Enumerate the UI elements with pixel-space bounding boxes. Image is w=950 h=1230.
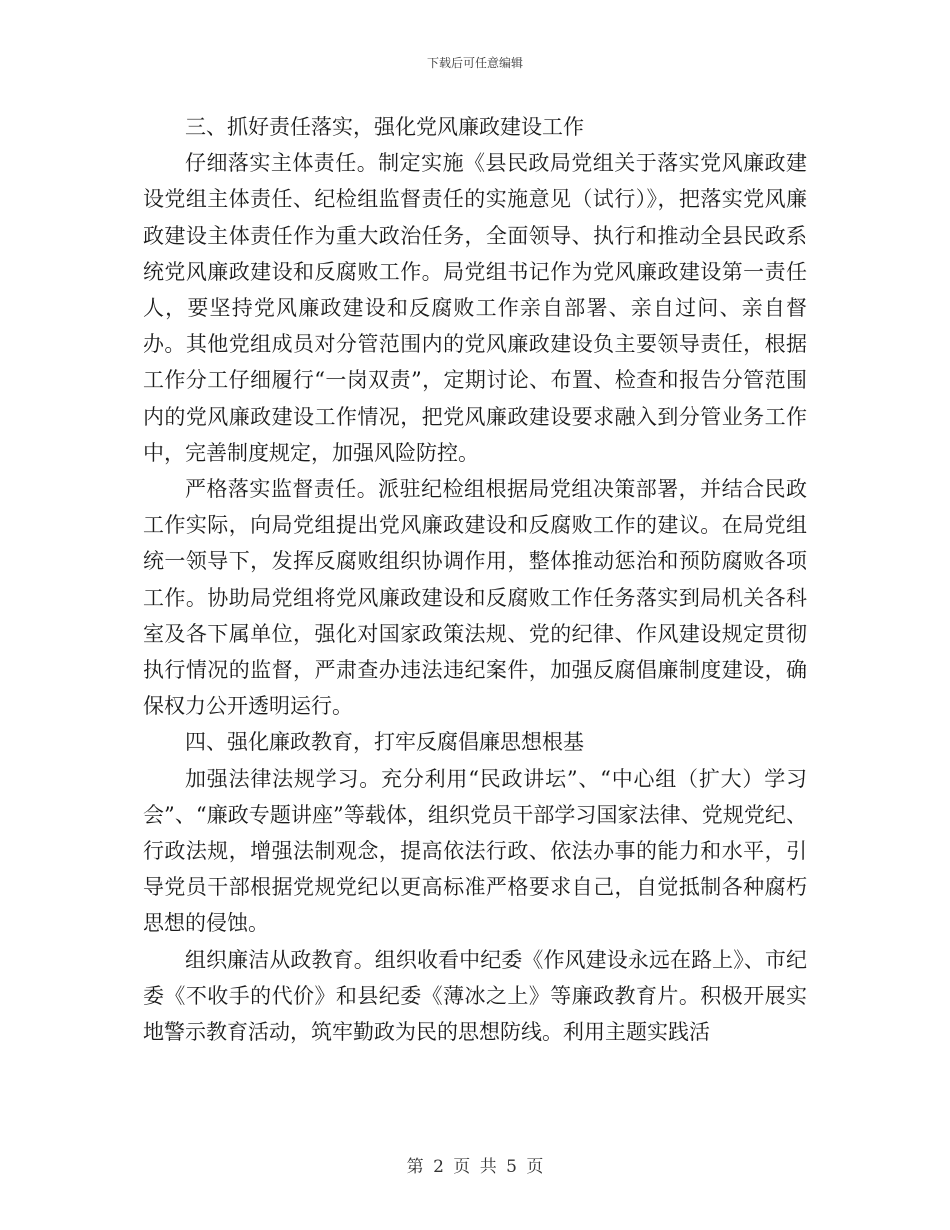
paragraph-supervision-responsibility: 严格落实监督责任。派驻纪检组根据局党组决策部署，并结合民政工作实际，向局党组提出党风廉政建设和反腐败工作的建议。在局党组统一领导下，发挥反腐败组织协调作用，整体推动惩治和预防腐败各项工作。协助局党组将党风廉政建设和反腐败工作任务落实到局机关各科室及各下属单位，强化对国家政策法规、党的纪律、作风建设规定贯彻执行情况的监督，严肃查办违法违纪案件，加强反腐倡廉制度建设，确保权力公开透明运行。 <box>143 477 807 719</box>
paragraph-main-responsibility: 仔细落实主体责任。制定实施《县民政局党组关于落实党风廉政建设党组主体责任、纪检组监督责任的实施意见（试行）》，把落实党风廉政建设主体责任作为重大政治任务，全面领导、执行和推动全县民政系统党风廉政建设和反腐败工作。局党组书记作为党风廉政建设第一责任人，要坚持党风廉政建设和反腐败工作亲自部署、亲自过问、亲自督办。其他党组成员对分管范围内的党风廉政建设负主要领导责任，根据工作分工仔细履行“一岗双责”，定期讨论、布置、检查和报告分管范围内的党风廉政建设工作情况，把党风廉政建设要求融入到分管业务工作中，完善制度规定，加强风险防控。 <box>143 151 807 465</box>
paragraph-law-study: 加强法律法规学习。充分利用“民政讲坛”、“中心组（扩大）学习会”、“廉政专题讲座”等载体，组织党员干部学习国家法律、党规党纪、行政法规，增强法制观念，提高依法行政、依法办事的能力和水平，引导党员干部根据党规党纪以更高标准严格要求自己，自觉抵制各种腐朽思想的侵蚀。 <box>143 766 807 936</box>
section-heading-4: 四、强化廉政教育，打牢反腐倡廉思想根基 <box>185 730 584 755</box>
page-header: 下载后可任意编辑 <box>426 56 523 70</box>
paragraph-integrity-education: 组织廉洁从政教育。组织收看中纪委《作风建设永远在路上》、市纪委《不收手的代价》和县纪委《薄冰之上》等廉政教育片。积极开展实地警示教育活动，筑牢勤政为民的思想防线。利用主题实践活 <box>143 947 807 1045</box>
page-number-footer: 第 2 页 共 5 页 <box>406 1157 544 1177</box>
section-heading-3: 三、抓好责任落实，强化党风廉政建设工作 <box>185 115 584 139</box>
document-body <box>143 109 807 1050</box>
